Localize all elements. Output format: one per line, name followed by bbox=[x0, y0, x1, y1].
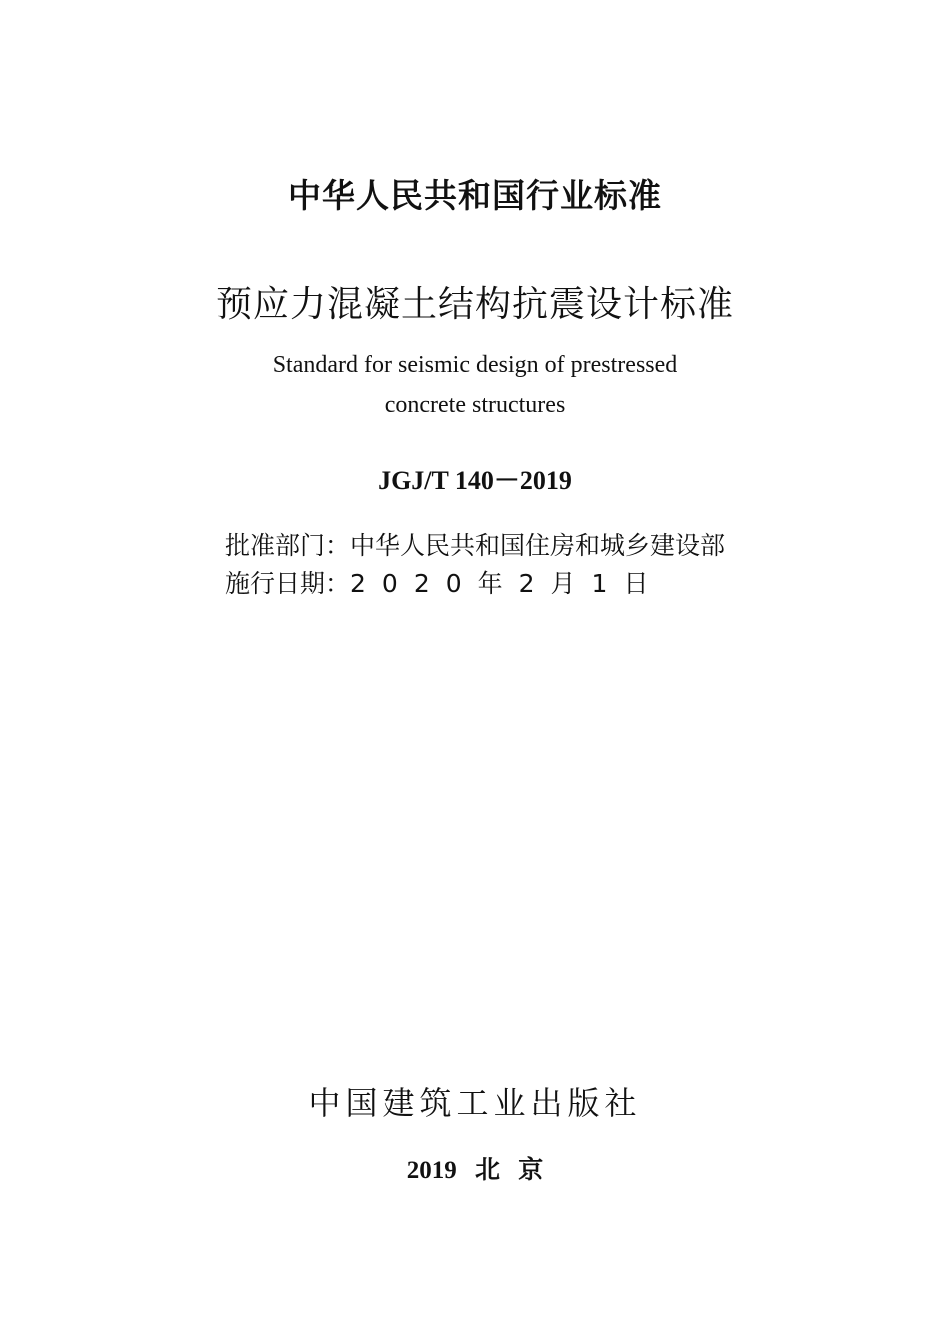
standard-title-english-line-2: concrete structures bbox=[384, 392, 566, 418]
approval-label: 批准部门： bbox=[225, 531, 351, 560]
effective-date-value: 2020年2月1日 bbox=[350, 569, 665, 598]
standard-title-english-line-1: Standard for seismic design of prestressed bbox=[272, 352, 678, 378]
effective-date bbox=[225, 564, 664, 600]
approval-value: 中华人民共和国住房和城乡建设部 bbox=[350, 531, 726, 560]
standard-title-chinese: 预应力混凝土结构抗震设计标准 bbox=[215, 284, 734, 325]
approval-authority bbox=[225, 526, 725, 562]
standard-series-title: 中华人民共和国行业标准 bbox=[288, 176, 662, 215]
standard-code: JGJ/T 140－2019 bbox=[378, 466, 572, 495]
publisher-name: 中国建筑工业出版社 bbox=[308, 1084, 642, 1122]
effective-date-label: 施行日期： bbox=[225, 569, 351, 598]
imprint-year-place: 2019 北 京 bbox=[406, 1157, 544, 1184]
